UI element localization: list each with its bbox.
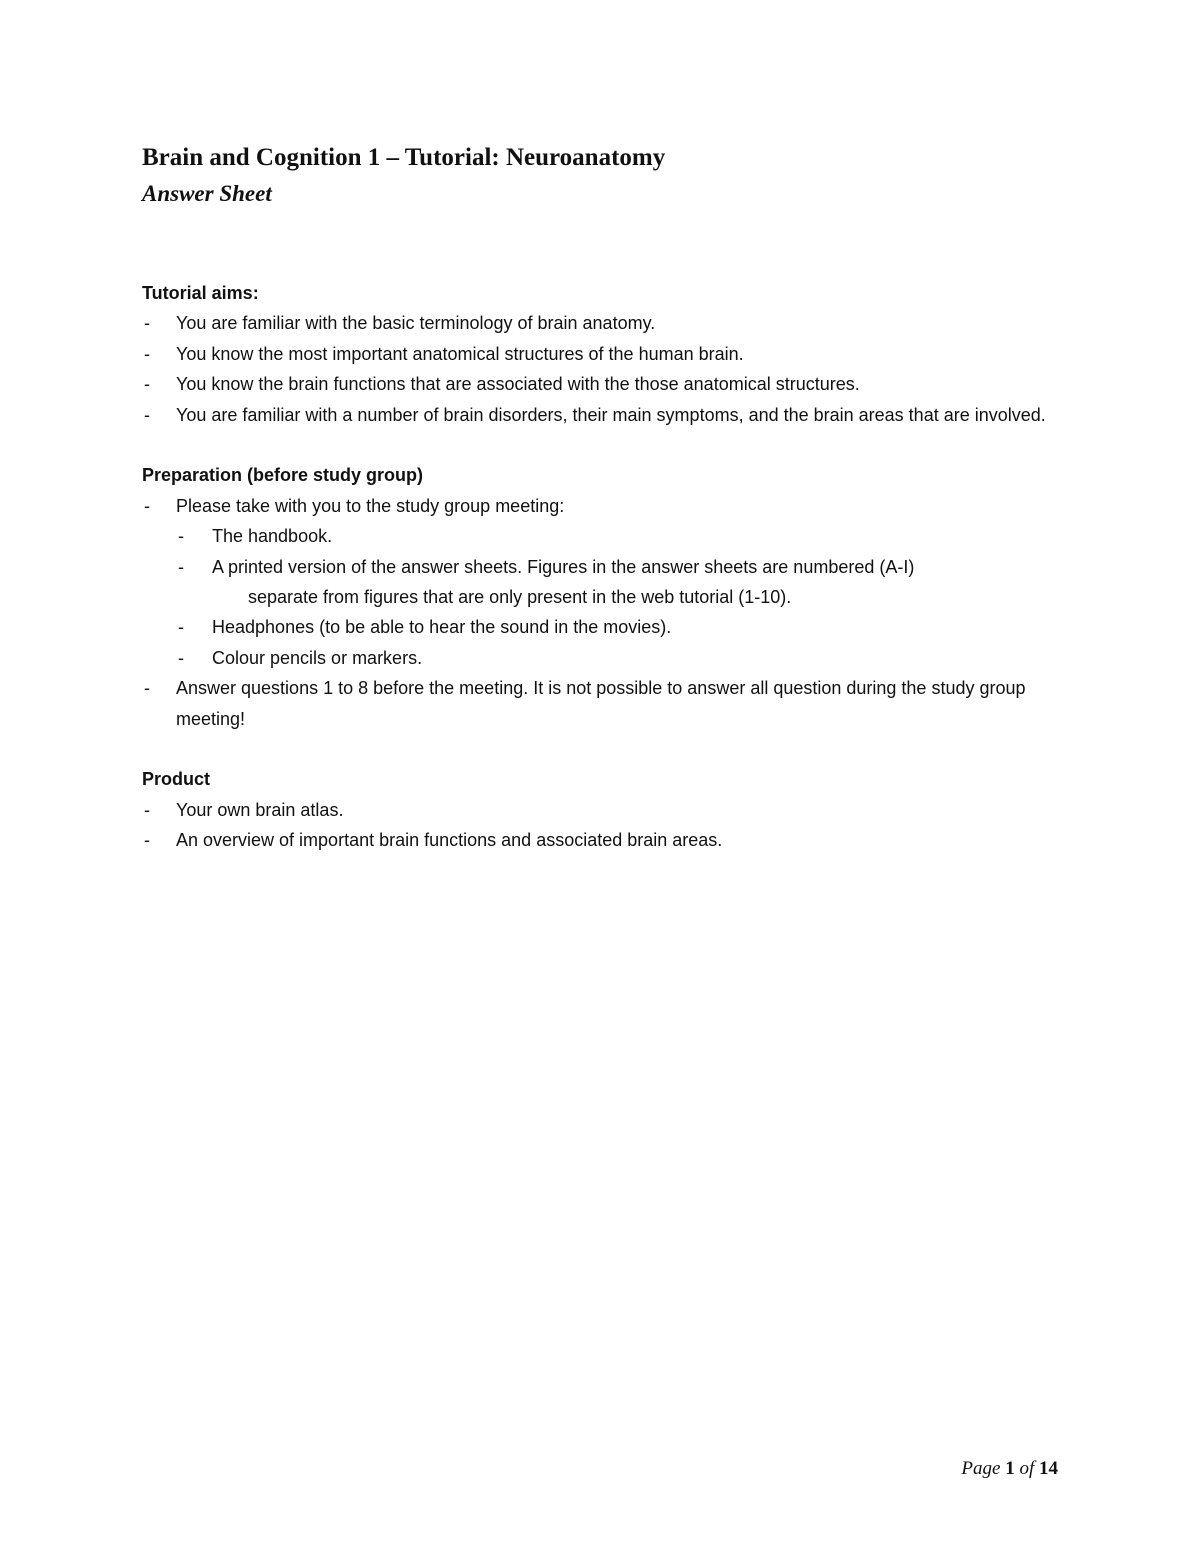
page-content: [142, 140, 1072, 886]
list-item: [142, 400, 1072, 430]
sublist-continuation: separate from figures that are only present in the web tutorial (1-10).: [248, 587, 792, 608]
document-subtitle: Answer Sheet: [142, 181, 272, 206]
bullet-dash: -: [144, 495, 150, 516]
page-word: Page: [961, 1458, 1001, 1479]
preparation-section: [142, 460, 1072, 734]
list-item: [142, 308, 1072, 338]
aims-section: [142, 278, 1072, 430]
bullet-dash: -: [144, 313, 150, 334]
bullet-dash: -: [144, 374, 150, 395]
current-page-number: 1: [1005, 1458, 1015, 1479]
sublist-item: [176, 552, 1072, 613]
sublist-item: [176, 612, 1072, 642]
bullet-dash: -: [178, 526, 184, 547]
bullet-dash: -: [144, 343, 150, 364]
preparation-heading: Preparation (before study group): [142, 465, 424, 486]
bullet-dash: -: [178, 647, 184, 668]
sublist-item: [176, 521, 1072, 551]
list-item: [142, 795, 1072, 825]
aims-heading: Tutorial aims:: [142, 283, 259, 303]
bullet-dash: -: [144, 830, 150, 851]
aim-text: You are familiar with the basic terminology of brain anatomy.: [176, 313, 656, 334]
page-number-footer: [961, 1457, 1058, 1481]
preparation-final-text: Answer questions 1 to 8 before the meeting. It is not possible to answer all question during the study group meeting!: [176, 678, 1026, 729]
sublist-text: Headphones (to be able to hear the sound in the movies).: [212, 617, 672, 638]
list-item: [142, 491, 1072, 673]
bullet-dash: -: [178, 617, 184, 638]
product-heading: Product: [142, 769, 211, 790]
preparation-list: [142, 491, 1072, 734]
preparation-intro: Please take with you to the study group meeting:: [176, 495, 565, 516]
sublist-text: Colour pencils or markers.: [212, 647, 423, 668]
list-item: [142, 339, 1072, 369]
list-item: [142, 825, 1072, 855]
list-item: [142, 673, 1072, 734]
product-text: Your own brain atlas.: [176, 799, 344, 820]
document-title: Brain and Cognition 1 – Tutorial: Neuroanatomy: [142, 144, 666, 171]
bullet-dash: -: [144, 678, 150, 699]
preparation-sublist: [176, 521, 1072, 673]
list-item: [142, 369, 1072, 399]
total-pages-number: 14: [1039, 1458, 1058, 1479]
bullet-dash: -: [178, 556, 184, 577]
bullet-dash: -: [144, 799, 150, 820]
sublist-item: [176, 643, 1072, 673]
of-word: of: [1019, 1458, 1035, 1479]
product-section: [142, 764, 1072, 855]
aim-text: You know the most important anatomical structures of the human brain.: [176, 343, 744, 364]
bullet-dash: -: [144, 404, 150, 425]
sublist-text: The handbook.: [212, 526, 333, 547]
product-list: [142, 795, 1072, 856]
sublist-text: A printed version of the answer sheets. Figures in the answer sheets are numbered (A-I): [212, 556, 915, 577]
aims-list: [142, 308, 1072, 430]
aim-text: You know the brain functions that are associated with the those anatomical structures.: [176, 374, 860, 395]
title-spacer: [142, 212, 1072, 278]
aim-text: You are familiar with a number of brain disorders, their main symptoms, and the brain areas that are involved.: [176, 404, 1046, 425]
product-text: An overview of important brain functions and associated brain areas.: [176, 830, 723, 851]
